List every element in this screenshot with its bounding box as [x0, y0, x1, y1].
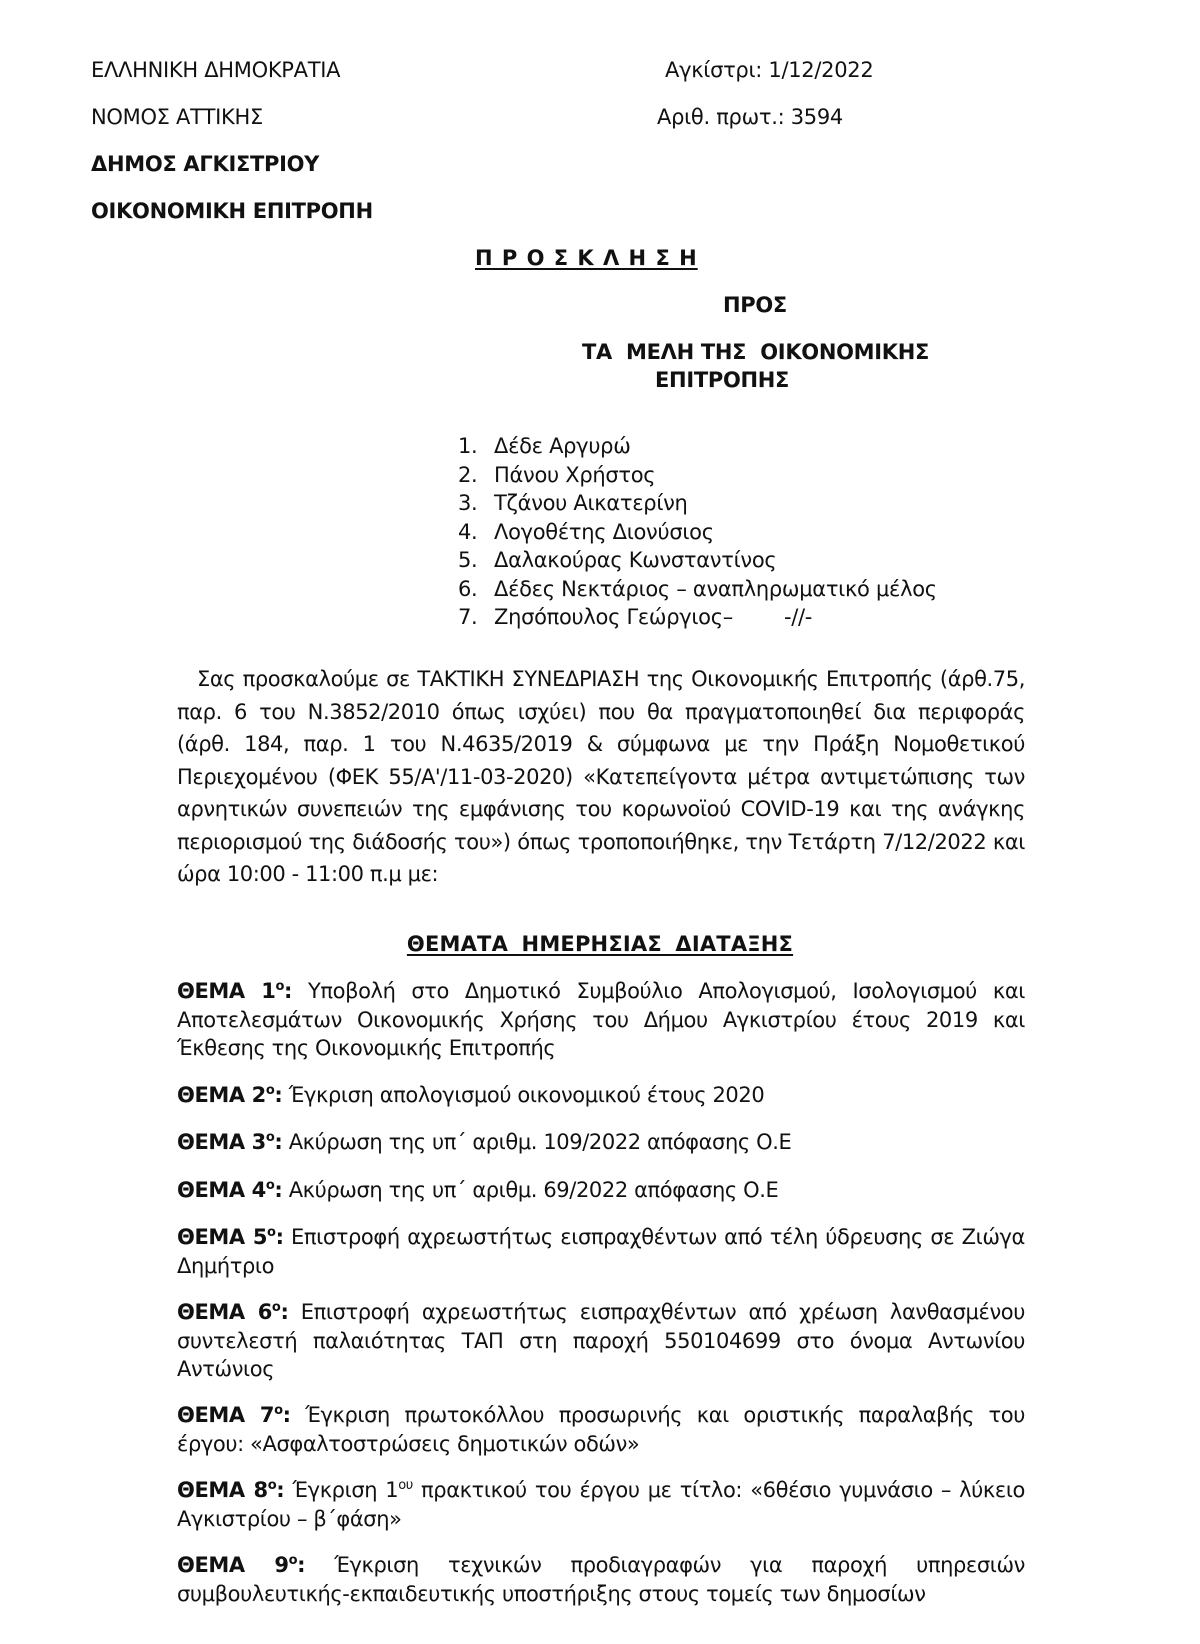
topic-label: ΘΕΜΑ $9^o$: — [177, 1553, 306, 1577]
document-title: Π Ρ Ο Σ Κ Λ Η Σ Η — [475, 246, 698, 270]
topic-label: ΘΕΜΑ $7^o$: — [177, 1403, 291, 1427]
member-name: Δαλακούρας Κωνσταντίνος — [494, 548, 777, 572]
place-date: Αγκίστρι: 1/12/2022 — [665, 58, 874, 82]
member-name: Ζησόπουλος Γεώργιος– -//- — [494, 605, 813, 629]
topic-label: ΘΕΜΑ $3^o$: — [177, 1130, 283, 1154]
topic-text-superscript: ου — [398, 1478, 413, 1493]
topic-label: ΘΕΜΑ $2^o$: — [177, 1083, 283, 1107]
topic-text: Επιστροφή αχρεωστήτως εισπραχθέντων από τέλη ύδρευσης σε Ζιώγα Δημήτριο — [177, 1225, 1025, 1278]
topic-text: Ακύρωση της υπ΄ αριθμ. 69/2022 απόφασης Ο.Ε — [288, 1178, 779, 1202]
agenda-topic-7 — [177, 1401, 1025, 1458]
member-item — [458, 603, 937, 632]
member-number: 6. — [458, 576, 478, 601]
topic-label: ΘΕΜΑ $4^o$: — [177, 1178, 283, 1202]
committee-members-list — [458, 432, 937, 632]
header-committee: ΟΙΚΟΝΟΜΙΚΗ ΕΠΙΤΡΟΠΗ — [91, 199, 373, 223]
topic-text: Έγκριση 1 — [292, 1478, 399, 1502]
agenda-topic-9 — [177, 1551, 1025, 1608]
agenda-topic-1 — [177, 977, 1025, 1063]
agenda-topic-4 — [177, 1176, 1025, 1205]
recipient-to-label: ΠΡΟΣ — [723, 293, 787, 317]
topic-text: Υποβολή στο Δημοτικό Συμβούλιο Απολογισμού, Ισολογισμού και Αποτελεσμάτων Οικονομικής Χρήσης του Δήμου Αγκιστρίου έτους 2019 και Έκθεσης της Οικονομικής Επιτροπής — [177, 979, 1025, 1060]
topic-label: ΘΕΜΑ $1^o$: — [177, 979, 293, 1003]
member-item — [458, 461, 937, 490]
member-number: 1. — [458, 434, 478, 458]
member-name: Πάνου Χρήστος — [494, 462, 656, 487]
topic-text: Έγκριση τεχνικών προδιαγραφών για παροχή υπηρεσιών συμβουλευτικής-εκπαιδευτικής υποστήριξης στους τομείς των δημοσίων — [177, 1553, 1025, 1606]
member-item — [458, 432, 937, 461]
agenda-topic-8 — [177, 1476, 1025, 1533]
member-item — [458, 546, 937, 575]
topic-text: Έγκριση απολογισμού οικονομικού έτους 2020 — [288, 1083, 765, 1107]
member-number: 5. — [458, 548, 478, 572]
agenda-topic-5 — [177, 1223, 1025, 1280]
header-municipality: ΔΗΜΟΣ ΑΓΚΙΣΤΡΙΟΥ — [91, 152, 320, 176]
protocol-number: Αριθ. πρωτ.: 3594 — [657, 105, 843, 129]
member-item — [458, 489, 937, 518]
member-item — [458, 518, 937, 547]
header-prefecture: ΝΟΜΟΣ ΑΤΤΙΚΗΣ — [91, 105, 263, 129]
agenda-topic-2 — [177, 1081, 1025, 1110]
member-number: 4. — [458, 519, 478, 544]
member-name: Τζάνου Αικατερίνη — [494, 491, 688, 515]
member-item — [458, 575, 937, 604]
member-name: Δέδε Αργυρώ — [494, 434, 631, 458]
topic-text: Έγκριση πρωτοκόλλου προσωρινής και οριστικής παραλαβής του έργου: «Ασφαλτοστρώσεις δημοτικών οδών» — [177, 1403, 1025, 1456]
member-number: 7. — [458, 605, 478, 629]
recipient-line-2: ΕΠΙΤΡΟΠΗΣ — [655, 368, 790, 392]
agenda-topic-3 — [177, 1128, 1025, 1157]
member-name: Δέδες Νεκτάριος – αναπληρωματικό μέλος — [494, 576, 937, 601]
topic-label: ΘΕΜΑ $6^o$: — [177, 1300, 289, 1324]
recipient-line-1: ΤΑ ΜΕΛΗ ΤΗΣ ΟΙΚΟΝΟΜΙΚΗΣ — [582, 340, 930, 364]
topic-label: ΘΕΜΑ $8^o$: — [177, 1478, 285, 1502]
member-number: 2. — [458, 462, 478, 487]
topic-label: ΘΕΜΑ $5^o$: — [177, 1225, 284, 1249]
topic-text: πρακτικού του έργου με τίτλο: «6θέσιο γυμνάσιο – λύκειο Αγκιστρίου – β΄φάση» — [177, 1478, 1026, 1531]
topic-text: Επιστροφή αχρεωστήτως εισπραχθέντων από χρέωση λανθασμένου συντελεστή παλαιότητας ΤΑΠ στη παροχή 550104699 στο όνομα Αντωνίου Αντώνιος — [177, 1300, 1025, 1381]
invitation-text: Σας προσκαλούμε σε ΤΑΚΤΙΚΗ ΣΥΝΕΔΡΙΑΣΗ της Οικονομικής Επιτροπής (άρθ.75, παρ. 6 του Ν.3852/2010 όπως ισχύει) που θα πραγματοποιηθεί δια περιφοράς (άρθ. 184, παρ. 1 του Ν.4635/2019 & σύμφωνα με την Πράξη Νομοθετικού Περιεχομένου (ΦΕΚ 55/Α'/11-03-2020) «Κατεπείγοντα μέτρα αντιμετώπισης των αρνητικών συνεπειών της εμφάνισης του κορωνοϊού COVID-19 και της ανάγκης περιορισμού της διάδοσής του») όπως τροποποιήθηκε, την Τετάρτη 7/12/2022 και ώρα 10:00 - 11:00 π.μ με: — [177, 667, 1025, 886]
header-country: ΕΛΛΗΝΙΚΗ ΔΗΜΟΚΡΑΤΙΑ — [91, 58, 341, 82]
topic-text: Ακύρωση της υπ΄ αριθμ. 109/2022 απόφασης Ο.Ε — [288, 1130, 792, 1154]
member-name: Λογοθέτης Διονύσιος — [494, 519, 714, 544]
agenda-topic-6 — [177, 1298, 1025, 1384]
agenda-title-text: ΘΕΜΑΤΑ ΗΜΕΡΗΣΙΑΣ ΔΙΑΤΑΞΗΣ — [406, 932, 794, 956]
member-number: 3. — [458, 491, 478, 515]
agenda-title — [0, 930, 1200, 958]
